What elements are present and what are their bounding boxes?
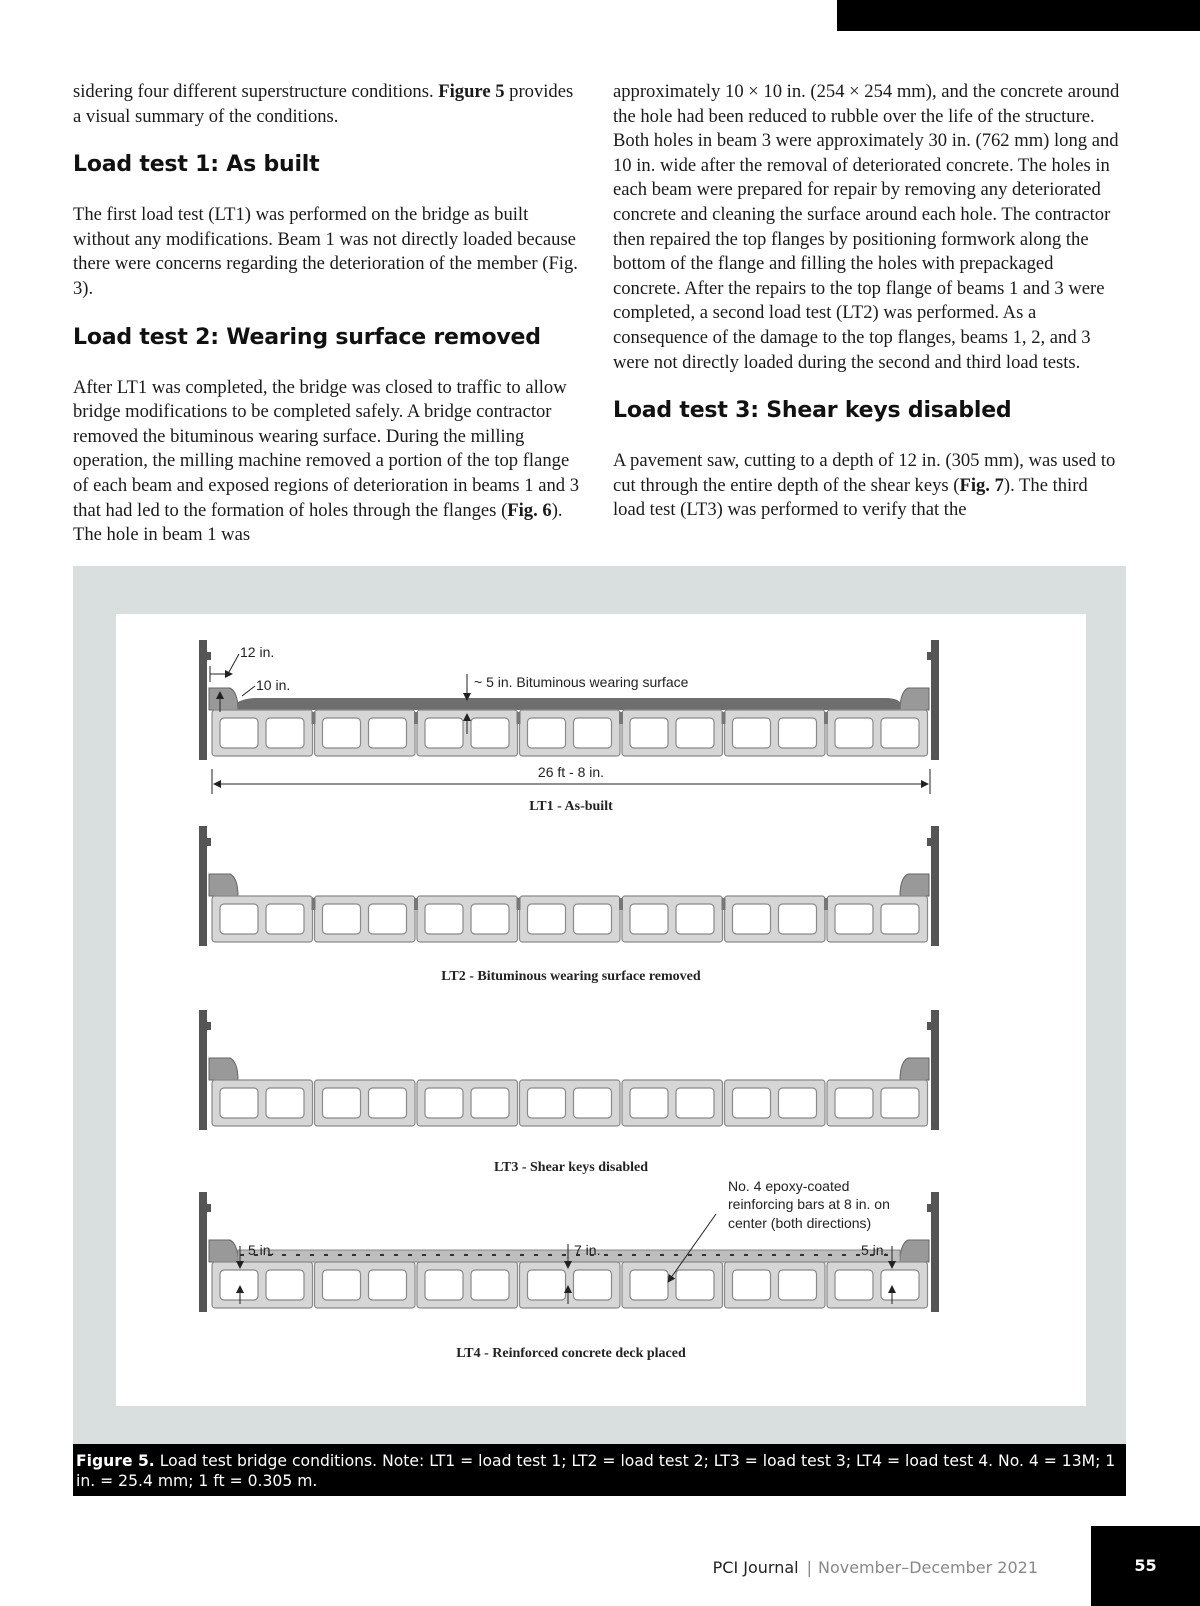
lt1-caption: LT1 - As-built [529,799,613,814]
shear-key [722,898,726,910]
beam-void [779,904,817,934]
page-footer [713,1558,1038,1577]
beam-void [220,1088,258,1118]
beam-void [676,1088,714,1118]
heading-load-test-2: Load test 2: Wearing surface removed [73,324,541,350]
beam-void [425,904,463,934]
lt4-caption: LT4 - Reinforced concrete deck placed [456,1346,686,1361]
beam-void [323,718,361,748]
beam-void [528,1088,566,1118]
curb-left [209,1058,238,1080]
beam-void [528,904,566,934]
beam-void [369,1088,407,1118]
curb-right [900,1058,929,1080]
shear-key [414,712,418,724]
beam-void [630,904,668,934]
issue-date: November–December 2021 [817,1558,1038,1577]
curb-left [209,874,238,896]
beam-void [835,1088,873,1118]
lt3-caption: LT3 - Shear keys disabled [493,1160,649,1175]
shear-key [824,712,828,724]
beam-void [323,904,361,934]
railing-right [931,1010,939,1130]
shear-key [517,898,521,910]
beam-void [835,718,873,748]
journal-name: PCI Journal [712,1558,799,1577]
beam-void [630,718,668,748]
bridge-width-label: 26 ft - 8 in. [537,764,605,780]
railing-left [199,826,207,946]
beam-void [425,1270,463,1300]
beam-void [676,904,714,934]
shear-key [619,898,623,910]
beam-void [779,718,817,748]
beam-void [425,718,463,748]
shear-key [414,898,418,910]
dim-left-5in: 5 in. [248,1242,275,1258]
lt2-caption: LT2 - Bituminous wearing surface removed [441,969,701,984]
beam-void [676,1270,714,1300]
dim-10in-label: 10 in. [256,677,291,693]
figure-panel [116,614,1086,1406]
beam-void [220,718,258,748]
beam-void [881,1270,919,1300]
beam-void [733,1270,771,1300]
shear-key [312,712,316,724]
heading-load-test-3: Load test 3: Shear keys disabled [613,398,1012,424]
beam-void [369,718,407,748]
railing-left [199,640,207,760]
railing-left [199,1192,207,1312]
beam-void [323,1088,361,1118]
page-number: 55 [1091,1526,1200,1606]
beam-void [425,1088,463,1118]
beam-void [733,718,771,748]
footer-separator: | [806,1558,812,1577]
beam-void [835,904,873,934]
wearing-surface [238,698,900,710]
beam-void [471,718,509,748]
paragraph: sidering four different superstructure conditions. Figure 5 provides a visual summary of the conditions. [73,81,574,127]
beam-void [220,1270,258,1300]
figure-5 [73,566,1126,1444]
railing-right [931,640,939,760]
beam-void [881,718,919,748]
shear-key [312,898,316,910]
right-column [613,80,1123,523]
figure-reference: Figure 5 [438,81,505,102]
curb-right [900,1240,929,1262]
beam-void [471,1270,509,1300]
beam-void [676,718,714,748]
beam-void [574,904,612,934]
beam-void [266,904,304,934]
dim-12in-label: 12 in. [240,644,275,660]
beam-void [630,1270,668,1300]
figure-reference: Fig. 7 [959,474,1004,496]
beam-void [881,1088,919,1118]
heading-load-test-1: Load test 1: As built [73,152,320,178]
beam-void [471,1088,509,1118]
paragraph: The first load test (LT1) was performed on the bridge as built without any modifications. Beam 1 was not directly loaded because there were concerns regarding the deterioration of the member (Fig. 3). [73,204,578,299]
left-column [73,80,583,548]
beam-void [323,1270,361,1300]
curb-right [900,874,929,896]
figure-caption-text: Load test bridge conditions. Note: LT1 = load test 1; LT2 = load test 2; LT3 = load test 3; LT4 = load test 4. No. 4 = 13M; 1 in. = 25.4 mm; 1 ft = 0.305 m. [76,1452,1116,1490]
railing-right [931,1192,939,1312]
beam-void [528,1270,566,1300]
beam-void [574,1270,612,1300]
paragraph: After LT1 was completed, the bridge was closed to traffic to allow bridge modifications to be completed safely. A bridge contractor removed the bituminous wearing surface. During the milling operation, the milling machine removed a portion of the top flange of each beam and exposed regions of deterioration in beams 1 and 3 that had led to the formation of holes through the flanges (Fig. 6). The hole in beam 1 was [73,376,579,546]
beam-void [779,1270,817,1300]
beam-void [835,1270,873,1300]
beam-void [220,904,258,934]
railing-left [199,1010,207,1130]
header-bar [837,0,1200,31]
figure-caption-label: Figure 5. [76,1452,155,1470]
figure-caption [73,1444,1126,1496]
beam-void [471,904,509,934]
curb-left [209,1240,238,1262]
railing-right [931,826,939,946]
paragraph: A pavement saw, cutting to a depth of 12 in. (305 mm), was used to cut through the entire depth of the shear keys (Fig. 7). The third load test (LT3) was performed to verify that the [613,450,1116,521]
beam-void [528,718,566,748]
shear-key [619,712,623,724]
curb-right [900,688,929,710]
beam-void [630,1088,668,1118]
curb-left [209,688,238,710]
shear-key [722,712,726,724]
wearing-surface-label: ~ 5 in. Bituminous wearing surface [474,674,689,690]
beam-void [779,1088,817,1118]
dim-mid-7in: 7 in. [574,1242,601,1258]
beam-void [266,718,304,748]
beam-void [266,1270,304,1300]
shear-key [517,712,521,724]
beam-void [574,718,612,748]
beam-void [369,904,407,934]
beam-void [881,904,919,934]
paragraph: approximately 10 × 10 in. (254 × 254 mm), and the concrete around the hole had been reduced to rubble over the life of the structure. Both holes in beam 3 were approximately 30 in. (762 mm) long and 10 in. wide after the removal of deteriorated concrete. The holes in each beam were prepared for repair by removing any deteriorated concrete and cleaning the surface around each hole. The contractor then repaired the top flanges by positioning formwork along the bottom of the flange and filling the holes with prepackaged concrete. After the repairs to the top flange of beams 1 and 3 were completed, a second load test (LT2) was performed. As a consequence of the damage to the top flanges, beams 1, 2, and 3 were not directly loaded during the second and third load tests. [613,81,1120,373]
beam-void [733,904,771,934]
beam-void [733,1088,771,1118]
beam-void [574,1088,612,1118]
beam-void [266,1088,304,1118]
rebar-note-line2: reinforcing bars at 8 in. on [728,1196,890,1212]
beam-void [369,1270,407,1300]
figure-reference: Fig. 6 [507,499,552,521]
rebar-note-line1: No. 4 epoxy-coated [728,1178,850,1194]
shear-key [824,898,828,910]
rebar-note-line3: center (both directions) [728,1215,872,1231]
dim-right-5in: 5 in. [861,1242,888,1258]
bridge-diagrams [116,614,1086,1406]
